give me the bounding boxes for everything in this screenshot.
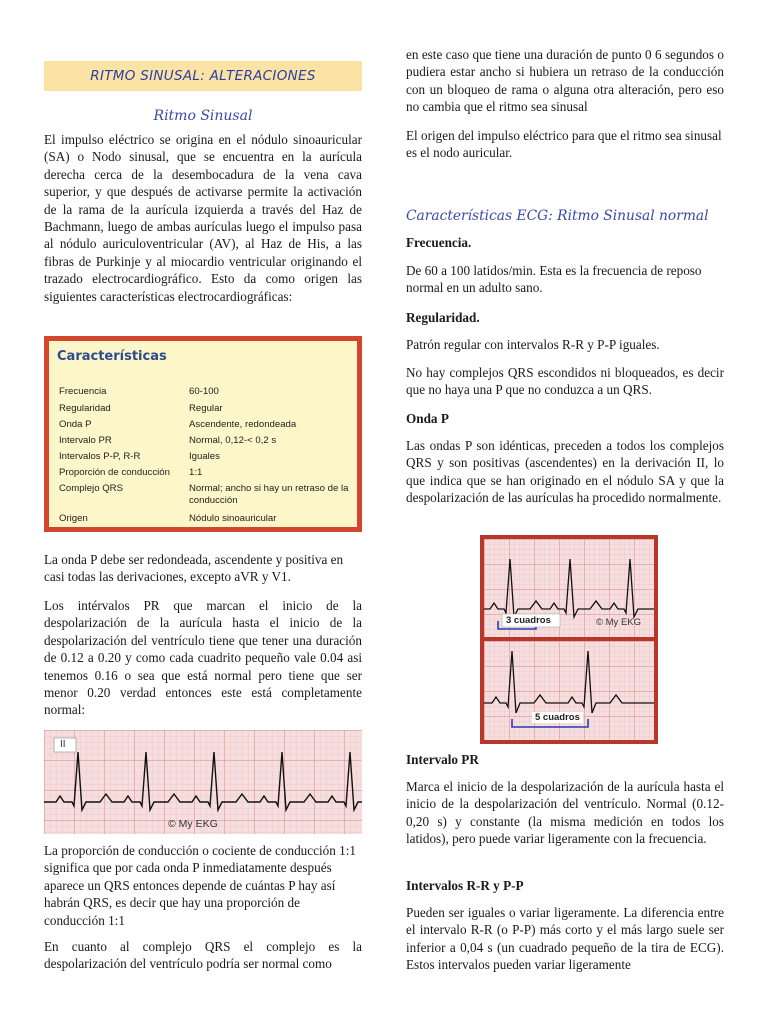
frecuencia-heading: Frecuencia. [406, 235, 472, 250]
regularidad-paragraph-1: Patrón regular con intervalos R-R y P-P iguales. [406, 337, 660, 352]
onda-p-paragraph: La onda P debe ser redondeada, ascendente y positiva en casi todas las derivaciones, excepto aVR y V1. [44, 552, 344, 585]
onda-p-heading: Onda P [406, 411, 449, 426]
section-subtitle: Ritmo Sinusal [153, 108, 253, 124]
qrs-paragraph: En cuanto al complejo QRS el complejo es la despolarización del ventrículo podría ser normal como [44, 939, 362, 972]
ekg-measure-label: 3 cuadros [506, 615, 551, 626]
ekg-lead-label: II [60, 739, 66, 750]
origin-paragraph: El origen del impulso eléctrico para que el ritmo sea sinusal es el nodo auricular. [406, 128, 722, 161]
page-title: RITMO SINUSAL: ALTERACIONES [90, 68, 316, 84]
characteristics-table [44, 336, 362, 532]
proportion-paragraph: La proporción de conducción o cociente de conducción 1:1 significa que por cada onda P inmediatamente después aparece un QRS entonces depende de cuántas P hay así habrán QRS, es decir que hay una proporción de conducción 1:1 [44, 843, 356, 928]
characteristics-table-body: Características Frecuencia 60-100 Regularidad Regular Onda P Ascendente, redondeada Intervalo PR Normal, 0,12-< 0,2 s Intervalos P-P, R-R Iguales Proporción de conducción 1:1 Complejo QRS Normal; ancho si hay un retraso de la conducción Origen Nódulo sinoauricular [49, 341, 357, 527]
ekg-strip-5-cuadros-graphic [484, 641, 654, 740]
intervalo-pr-paragraph: Marca el inicio de la despolarización de la aurícula hasta el inicio de la despolarización del ventrículo. Normal (0.12- 0,20 s) y constante (la misma medición en todos los latidos), pero puede variar ligeramente con la frecuencia. [406, 779, 724, 847]
intro-paragraph: El impulso eléctrico se origina en el nódulo sinoauricular (SA) o Nodo sinusal, que se encuentra en la aurícula derecha cerca de la desembocadura de la vena cava superior, y que después de activarse permite la activación de la rama de la aurícula izquierda a través del Haz de Bachmann, luego de ambas aurículas luego el impulso pasa al nódulo auriculoventricular (AV), al Haz de His, a las fibras de Purkinje y al miocardio ventricular originando el trazado electrocardiográfico. Esto da como origen las siguientes características electrocardiográficas: [44, 132, 362, 304]
intervalo-pr-heading: Intervalo PR [406, 752, 479, 767]
intervalos-rr-paragraph: Pueden ser iguales o variar ligeramente. La diferencia entre el intervalo R-R (o P-P) más corto y el más largo suele ser inferior a 0,04 s (un cuadrado pequeño de la tira de ECG). Estos intervalos pueden variar ligeramente [406, 905, 724, 973]
table-title: Características [57, 349, 167, 364]
ekg-credit: © My EKG [596, 617, 642, 628]
ekg-strip-lead-ii [44, 730, 362, 834]
ekg-measure-label: 5 cuadros [532, 712, 583, 723]
regularidad-heading: Regularidad. [406, 310, 480, 325]
ekg-credit: © My EKG [168, 818, 218, 830]
ekg-strip-3-cuadros [484, 539, 654, 637]
continued-paragraph: en este caso que tiene una duración de punto 0 6 segundos o pudiera estar ancho si hubiera un retraso de la conducción con un bloqueo de rama o alguna otra alteración, pero eso no cambia que el ritmo sea sinusal [406, 47, 724, 115]
title-banner [44, 61, 362, 91]
ekg-figure-frame [480, 535, 658, 744]
intervalos-rr-heading: Intervalos R-R y P-P [406, 878, 524, 893]
pr-paragraph: Los intérvalos PR que marcan el inicio de la despolarización de la aurícula hasta el inicio de la despolarización del ventrículo tiene que tener una duración de 0.12 a 0.20 y como cada cuadrito pequeño vale 0.04 asi tenemos 0.16 o sea que está normal pero tiene que ser menor 0.20 verdad entonces este está completamente normal: [44, 598, 362, 718]
frecuencia-paragraph: De 60 a 100 latidos/min. Esta es la frecuencia de reposo normal en un adulto sano. [406, 263, 702, 296]
regularidad-paragraph-2: No hay complejos QRS escondidos ni bloqueados, es decir que no haya una P que no conduzca a un QRS. [406, 365, 724, 398]
ekg-strip-5-cuadros [484, 641, 654, 740]
section-heading-ecg: Características ECG: Ritmo Sinusal normal [406, 208, 709, 224]
onda-p-description: Las ondas P son idénticas, preceden a todos los complejos QRS y son positivas (ascendentes) en la derivación II, lo que indica que se han originado en el nódulo SA y que la despolarización de las aurículas ha procedido normalmente. [406, 438, 724, 506]
